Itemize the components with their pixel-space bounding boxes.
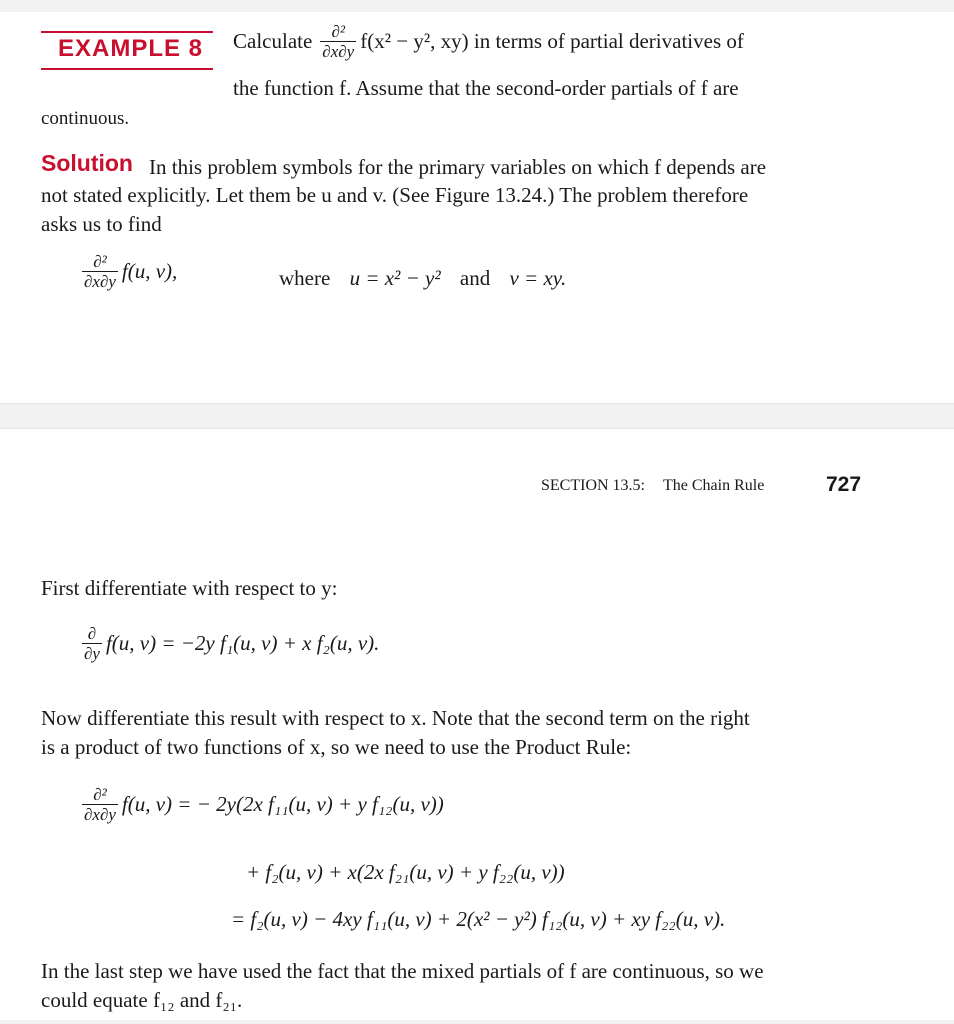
- target-equation: [82, 252, 177, 291]
- running-header: [541, 477, 764, 495]
- equation-2-line1: [82, 785, 444, 824]
- solution-label: Solution: [41, 150, 133, 176]
- now-line2: is a product of two functions of x, so we need to use the Product Rule:: [41, 735, 632, 759]
- last-line1: In the last step we have used the fact that the mixed partials of f are continuous, so we: [41, 959, 764, 983]
- example-rule-top: [41, 31, 213, 33]
- frac-numerator: ∂²: [93, 785, 107, 804]
- solution-line2: not stated explicitly. Let them be u and v. (See Figure 13.24.) The problem therefore: [41, 183, 749, 207]
- section-label: SECTION 13.5:: [541, 477, 645, 494]
- equation-2-line1-text: f(u, v) = − 2y(2x f₁₁(u, v) + y f₁₂(u, v)): [121, 792, 444, 816]
- frac-denominator: ∂x∂y: [84, 272, 116, 291]
- equation-1: [82, 624, 379, 663]
- page-bottom: [0, 428, 954, 1020]
- now-line1: Now differentiate this result with respect to x. Note that the second term on the right: [41, 706, 750, 730]
- equation-2-line3: = f₂(u, v) − 4xy f₁₁(u, v) + 2(x² − y²) f₁₂(u, v) + xy f₂₂(u, v).: [231, 907, 726, 931]
- frac-denominator: ∂x∂y: [322, 42, 355, 61]
- frac-numerator: ∂: [87, 624, 97, 643]
- and-word: and: [459, 266, 491, 290]
- frac-numerator: ∂²: [93, 252, 107, 271]
- frac-denominator: ∂y: [84, 644, 100, 663]
- equation-2-line2: + f₂(u, v) + x(2x f₂₁(u, v) + y f₂₂(u, v)): [246, 860, 565, 884]
- first-diff-text: First differentiate with respect to y:: [41, 576, 338, 600]
- where-word: where: [279, 266, 331, 290]
- mixed-partial-operator: [320, 22, 356, 61]
- frac-denominator: ∂x∂y: [84, 805, 116, 824]
- mixed-partial-operator-3: [82, 785, 118, 824]
- frac-numerator: ∂²: [331, 22, 345, 41]
- page-number: 727: [826, 473, 862, 496]
- calc-word: Calculate: [233, 29, 313, 53]
- v-definition: v = xy.: [509, 266, 567, 290]
- example-rule-bottom: [41, 68, 213, 70]
- page-top: [0, 12, 954, 404]
- solution-line1: In this problem symbols for the primary variables on which f depends are: [149, 155, 767, 179]
- example-statement-line2: the function f. Assume that the second-order partials of f are: [233, 76, 739, 100]
- mixed-partial-operator-2: [82, 252, 118, 291]
- example-statement-line3: continuous.: [41, 108, 130, 129]
- section-title: The Chain Rule: [663, 477, 765, 494]
- partial-y-operator: [82, 624, 102, 663]
- example-statement-line1: [233, 22, 744, 61]
- calc-expression: f(x² − y², xy) in terms of partial derivatives of: [360, 29, 744, 53]
- target-expression: f(u, v),: [121, 259, 178, 283]
- example-label: EXAMPLE 8: [58, 35, 204, 62]
- equation-1-rhs: f(u, v) = −2y f₁(u, v) + x f₂(u, v).: [105, 631, 380, 655]
- last-line2: could equate f₁₂ and f₂₁.: [41, 988, 243, 1012]
- solution-line3: asks us to find: [41, 212, 162, 236]
- where-clause: [279, 266, 566, 291]
- u-definition: u = x² − y²: [349, 266, 441, 290]
